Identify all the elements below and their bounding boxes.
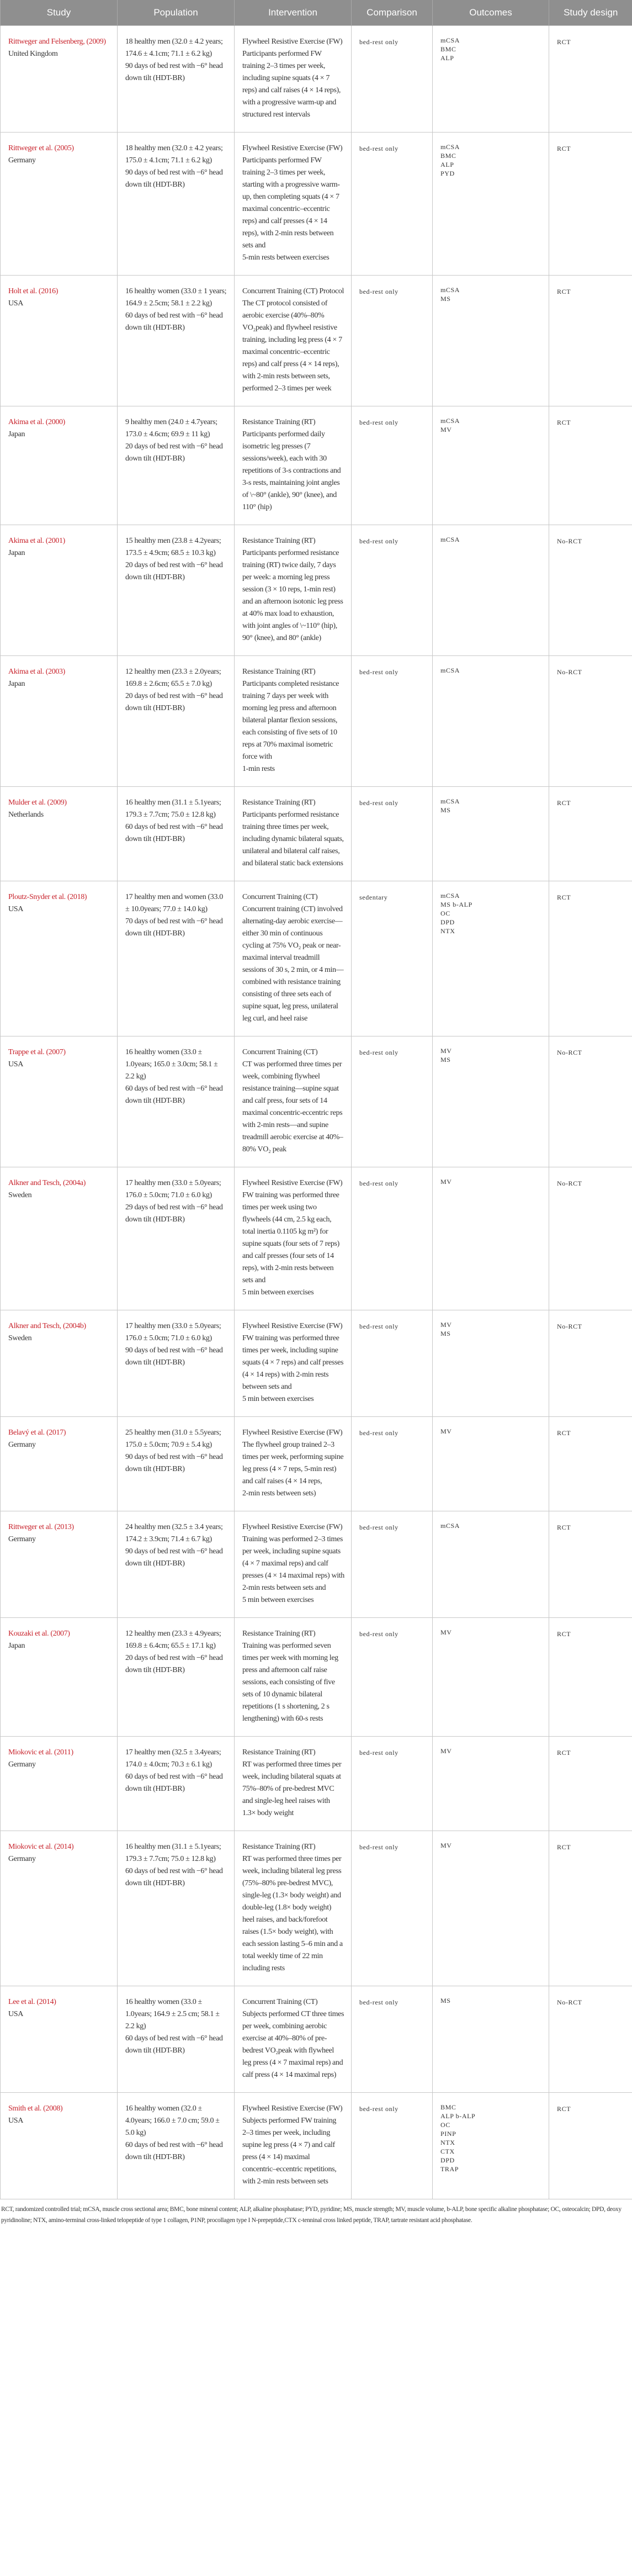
intervention-cell: [235, 1737, 352, 1831]
intervention-line: Concurrent Training (CT): [242, 1998, 318, 2006]
study-country: Sweden: [8, 1334, 32, 1342]
intervention-line: Resistance Training (RT): [242, 537, 316, 545]
outcomes-cell: [433, 1986, 549, 2093]
study-design-cell: RCT: [549, 2093, 632, 2199]
comparison-cell: bed-rest only: [352, 276, 433, 406]
study-cell: [1, 1036, 118, 1167]
intervention-line: Concurrent training (CT) involved alternating-day aerobic exercise—either 30 min of continuous cycling at 75% VO₂ peak or near-maximal interval treadmill sessions of 30 s, 2 min, or 4 min—combined with resistance training consisting of three sets each of supine squat, leg press, unilateral leg curl, and heel raise: [242, 905, 344, 1023]
study-citation-link[interactable]: Kouzaki et al. (2007): [8, 1630, 70, 1638]
table-row: [1, 276, 632, 406]
outcomes-cell: [433, 787, 549, 881]
comparison-cell: bed-rest only: [352, 2093, 433, 2199]
population-cell: [118, 406, 235, 525]
study-cell: [1, 26, 118, 133]
study-citation-link[interactable]: Akima et al. (2003): [8, 668, 65, 676]
header-outcomes: Outcomes: [433, 0, 549, 26]
outcome-item: MV: [440, 1178, 452, 1186]
outcome-item: mCSA: [440, 286, 460, 294]
study-country: Netherlands: [8, 811, 44, 819]
outcome-item: MS: [440, 1997, 451, 2004]
population-line: 20 days of bed rest with −6° head down tilt (HDT-BR): [125, 1654, 223, 1674]
header-comparison: Comparison: [352, 0, 433, 26]
intervention-line: Participants performed FW training 2–3 times per week, including supine squats (4 × 7 reps) and calf raises (4 × 14 reps), with a progressive warm-up and structured rest intervals: [242, 50, 341, 119]
outcomes-cell: [433, 26, 549, 133]
study-citation-link[interactable]: Ploutz-Snyder et al. (2018): [8, 893, 87, 901]
study-citation-link[interactable]: Alkner and Tesch, (2004a): [8, 1179, 86, 1187]
intervention-line: Participants performed resistance training three times per week, including dynamic bilateral squats, unilateral and bilateral calf raises, and bilateral static back extensions: [242, 811, 344, 868]
population-line: 24 healthy men (32.5 ± 3.4 years; 174.2 ± 3.9cm; 71.4 ± 6.7 kg): [125, 1523, 223, 1543]
outcome-item: MS b-ALP: [440, 901, 472, 908]
study-country: Japan: [8, 680, 25, 688]
outcomes-cell: [433, 656, 549, 787]
outcome-item: MV: [440, 1842, 452, 1849]
table-row: [1, 1417, 632, 1511]
study-design-cell: RCT: [549, 1831, 632, 1986]
outcome-item: ALP: [440, 54, 454, 62]
population-cell: [118, 1417, 235, 1511]
outcomes-cell: [433, 1036, 549, 1167]
population-cell: [118, 1737, 235, 1831]
population-line: 16 healthy women (33.0 ± 1.0years; 164.9 ± 2.5 cm; 58.1 ± 2.2 kg): [125, 1998, 220, 2030]
study-country: Germany: [8, 1855, 36, 1863]
study-citation-link[interactable]: Akima et al. (2000): [8, 418, 65, 426]
intervention-line: Subjects performed FW training 2–3 times per week, including supine leg press (4 × 7) and calf press (4 × 14) maximal concentric–eccentric repetitions, with 2-min rests between sets: [242, 2117, 337, 2186]
study-design-cell: RCT: [549, 26, 632, 133]
intervention-cell: [235, 1036, 352, 1167]
comparison-cell: bed-rest only: [352, 1310, 433, 1417]
population-line: 16 healthy women (33.0 ± 1.0years; 165.0 ± 3.0cm; 58.1 ± 2.2 kg): [125, 1048, 218, 1081]
population-line: 17 healthy men (33.0 ± 5.0years; 176.0 ± 5.0cm; 71.0 ± 6.0 kg): [125, 1179, 221, 1199]
table-row: [1, 656, 632, 787]
intervention-cell: [235, 1831, 352, 1986]
intervention-line: FW training was performed three times per week using two flywheels (44 cm, 2.5 kg each, total inertia 0.1105 kg m²) for supine squats (four sets of 7 reps) and calf presses (four sets of 14 reps), with 2-min rests between sets and: [242, 1191, 339, 1284]
table-row: [1, 787, 632, 881]
outcome-item: BMC: [440, 45, 456, 53]
population-line: 12 healthy men (23.3 ± 4.9years; 169.8 ± 6.4cm; 65.5 ± 17.1 kg): [125, 1630, 221, 1650]
header-study-design: Study design: [549, 0, 632, 26]
population-cell: [118, 656, 235, 787]
study-country: Japan: [8, 430, 25, 438]
study-citation-link[interactable]: Alkner and Tesch, (2004b): [8, 1322, 86, 1330]
outcomes-cell: [433, 1167, 549, 1310]
comparison-cell: bed-rest only: [352, 1986, 433, 2093]
comparison-cell: bed-rest only: [352, 406, 433, 525]
population-cell: [118, 525, 235, 656]
comparison-cell: bed-rest only: [352, 1737, 433, 1831]
population-line: 60 days of bed rest with −6° head down tilt (HDT-BR): [125, 1773, 223, 1793]
population-cell: [118, 787, 235, 881]
intervention-line: 5 min between exercises: [242, 1395, 314, 1403]
intervention-line: Flywheel Resistive Exercise (FW): [242, 1179, 343, 1187]
population-cell: [118, 133, 235, 276]
outcome-item: BMC: [440, 2103, 456, 2111]
table-row: [1, 1167, 632, 1310]
population-line: 16 healthy women (33.0 ± 1 years; 164.9 ± 2.5cm; 58.1 ± 2.2 kg): [125, 287, 227, 308]
study-design-cell: RCT: [549, 1417, 632, 1511]
population-cell: [118, 1831, 235, 1986]
intervention-line: Resistance Training (RT): [242, 798, 316, 807]
outcome-item: MV: [440, 426, 452, 433]
population-line: 90 days of bed rest with −6° head down tilt (HDT-BR): [125, 1453, 223, 1473]
intervention-cell: [235, 787, 352, 881]
outcomes-cell: [433, 1417, 549, 1511]
population-line: 60 days of bed rest with −6° head down tilt (HDT-BR): [125, 2141, 223, 2161]
population-line: 20 days of bed rest with −6° head down tilt (HDT-BR): [125, 561, 223, 581]
intervention-line: Concurrent Training (CT): [242, 1048, 318, 1056]
intervention-cell: [235, 2093, 352, 2199]
study-cell: [1, 1167, 118, 1310]
population-cell: [118, 1986, 235, 2093]
outcome-item: MV: [440, 1047, 452, 1055]
comparison-cell: bed-rest only: [352, 1831, 433, 1986]
intervention-line: Flywheel Resistive Exercise (FW): [242, 38, 343, 46]
population-line: 90 days of bed rest with −6° head down tilt (HDT-BR): [125, 1547, 223, 1568]
study-design-cell: No-RCT: [549, 1310, 632, 1417]
outcome-item: MS: [440, 806, 451, 814]
study-country: Germany: [8, 156, 36, 165]
table-row: [1, 1737, 632, 1831]
outcomes-cell: [433, 133, 549, 276]
population-line: 29 days of bed rest with −6° head down tilt (HDT-BR): [125, 1203, 223, 1224]
study-cell: [1, 525, 118, 656]
study-citation-link[interactable]: Lee et al. (2014): [8, 1998, 56, 2006]
intervention-line: Flywheel Resistive Exercise (FW): [242, 1322, 343, 1330]
population-cell: [118, 1036, 235, 1167]
outcome-item: CTX: [440, 2147, 455, 2155]
outcomes-cell: [433, 1618, 549, 1737]
population-cell: [118, 26, 235, 133]
intervention-cell: [235, 656, 352, 787]
intervention-line: 2-min rests between sets): [242, 1489, 316, 1498]
population-line: 18 healthy men (32.0 ± 4.2 years; 175.0 ± 4.1cm; 71.1 ± 6.2 kg): [125, 144, 223, 165]
study-cell: [1, 1310, 118, 1417]
population-line: 15 healthy men (23.8 ± 4.2years; 173.5 ± 4.9cm; 68.5 ± 10.3 kg): [125, 537, 221, 557]
outcome-item: NTX: [440, 927, 455, 935]
intervention-cell: [235, 1417, 352, 1511]
population-cell: [118, 2093, 235, 2199]
intervention-cell: [235, 1618, 352, 1737]
population-cell: [118, 276, 235, 406]
comparison-cell: bed-rest only: [352, 1417, 433, 1511]
study-design-cell: RCT: [549, 276, 632, 406]
population-line: 60 days of bed rest with −6° head down tilt (HDT-BR): [125, 823, 223, 843]
study-design-cell: RCT: [549, 787, 632, 881]
intervention-line: Concurrent Training (CT): [242, 893, 318, 901]
table-row: [1, 1511, 632, 1618]
outcomes-cell: [433, 525, 549, 656]
header-intervention: Intervention: [235, 0, 352, 26]
study-cell: [1, 787, 118, 881]
study-citation-link[interactable]: Rittweger et al. (2005): [8, 144, 74, 152]
outcomes-cell: [433, 276, 549, 406]
header-population: Population: [118, 0, 235, 26]
population-line: 60 days of bed rest with −6° head down tilt (HDT-BR): [125, 1085, 223, 1105]
study-cell: [1, 2093, 118, 2199]
intervention-cell: [235, 133, 352, 276]
intervention-line: Participants performed daily isometric leg presses (7 sessions/week), each with 30 repetitions of 3-s contractions and 3-s rests, maintaining joint angles of \~80° (ankle), 90° (knee), and 110° (hip): [242, 430, 341, 511]
intervention-cell: [235, 525, 352, 656]
outcome-item: mCSA: [440, 667, 460, 674]
study-design-cell: No-RCT: [549, 1036, 632, 1167]
population-cell: [118, 1511, 235, 1618]
intervention-line: FW training was performed three times per week, including supine squats (4 × 7 reps) and calf presses (4 × 14 reps) with 2-min rests between sets and: [242, 1334, 344, 1391]
table-row: [1, 26, 632, 133]
study-citation-link[interactable]: Miokovic et al. (2011): [8, 1748, 73, 1757]
study-citation-link[interactable]: Mulder et al. (2009): [8, 798, 67, 807]
outcomes-cell: [433, 1831, 549, 1986]
intervention-cell: [235, 276, 352, 406]
population-line: 70 days of bed rest with −6° head down tilt (HDT-BR): [125, 917, 223, 938]
outcome-item: BMC: [440, 152, 456, 160]
table-header-row: [1, 0, 632, 26]
outcome-item: mCSA: [440, 1522, 460, 1530]
outcome-item: mCSA: [440, 536, 460, 543]
study-citation-link[interactable]: Holt et al. (2016): [8, 287, 59, 295]
outcome-item: MS: [440, 295, 451, 303]
comparison-cell: bed-rest only: [352, 1036, 433, 1167]
population-line: 90 days of bed rest with −6° head down tilt (HDT-BR): [125, 1346, 223, 1367]
intervention-line: Resistance Training (RT): [242, 1630, 316, 1638]
comparison-cell: bed-rest only: [352, 1618, 433, 1737]
population-line: 17 healthy men (33.0 ± 5.0years; 176.0 ± 5.0cm; 71.0 ± 6.0 kg): [125, 1322, 221, 1342]
intervention-cell: [235, 406, 352, 525]
comparison-cell: sedentary: [352, 881, 433, 1036]
study-design-cell: No-RCT: [549, 1986, 632, 2093]
population-cell: [118, 881, 235, 1036]
outcome-item: PYD: [440, 170, 455, 177]
population-line: 60 days of bed rest with −6° head down tilt (HDT-BR): [125, 2034, 223, 2055]
outcomes-cell: [433, 406, 549, 525]
study-country: United Kingdom: [8, 50, 58, 58]
table-row: [1, 525, 632, 656]
study-citation-link[interactable]: Miokovic et al. (2014): [8, 1843, 74, 1851]
intervention-line: Subjects performed CT three times per week, combining aerobic exercise at 40%–80% of pre-bedrest VO₂peak with flywheel leg press (4 × 7 maximal reps) and calf press (4 × 14 maximal reps): [242, 2010, 344, 2079]
outcome-item: mCSA: [440, 797, 460, 805]
outcome-item: mCSA: [440, 892, 460, 900]
intervention-line: CT was performed three times per week, combining flywheel resistance training—supine squat and calf press, four sets of 14 maximal concentric-eccentric reps with 2-min rests—and supine treadmill aerobic exercise at 40%–80% VO₂ peak: [242, 1060, 343, 1154]
intervention-line: Participants performed FW training 2–3 times per week, starting with a progressive warm-up, then completing squats (4 × 7 maximal concentric–eccentric reps) and calf presses (4 × 14 reps), with 2-min rests between sets and: [242, 156, 340, 250]
study-cell: [1, 1417, 118, 1511]
intervention-line: Resistance Training (RT): [242, 668, 316, 676]
table-footnote: RCT, randomized controlled trial; mCSA, muscle cross sectional area; BMC, bone mineral content; ALP, alkaline phosphatase; PYD, pyridine; MS, muscle strength; MV, muscle volume, b-ALP, bone specific alkaline phosphatase; OC, osteocalcin; DPD, deoxy pyridinoline; NTX, amino-terminal cross-linked telopeptide of type 1 collagen, P1NP, procollagen type I N-prepeptide,CTX c-tenninal cross linked peptide, TRAP, tartrate resistant acid phosphatase.: [1, 2206, 622, 2224]
study-cell: [1, 276, 118, 406]
intervention-line: RT was performed three times per week, including bilateral leg press (75%–80% pre-bedrest MVC), single-leg (1.3× body weight) and double-leg (1.8× body weight) heel raises, and back/forefoot raises (1.5× body weight), with each session lasting 5–6 min and a total weekly time of 22 min including rests: [242, 1855, 343, 1972]
outcomes-cell: [433, 1737, 549, 1831]
study-country: Germany: [8, 1760, 36, 1769]
study-cell: [1, 1986, 118, 2093]
study-country: Germany: [8, 1535, 36, 1543]
population-line: 18 healthy men (32.0 ± 4.2 years; 174.6 ± 4.1cm; 71.1 ± 6.2 kg): [125, 38, 223, 58]
intervention-line: Resistance Training (RT): [242, 1748, 316, 1757]
study-citation-link[interactable]: Akima et al. (2001): [8, 537, 65, 545]
study-citation-link[interactable]: Rittweger and Felsenberg, (2009): [8, 38, 106, 46]
study-cell: [1, 133, 118, 276]
outcome-item: ALP: [440, 161, 454, 168]
population-line: 12 healthy men (23.3 ± 2.0years; 169.8 ± 2.6cm; 65.5 ± 7.0 kg): [125, 668, 221, 688]
intervention-line: Flywheel Resistive Exercise (FW): [242, 1523, 343, 1531]
study-country: Sweden: [8, 1191, 32, 1199]
intervention-line: Resistance Training (RT): [242, 418, 316, 426]
intervention-cell: [235, 1986, 352, 2093]
table-row: [1, 1618, 632, 1737]
study-design-cell: No-RCT: [549, 1167, 632, 1310]
intervention-cell: [235, 1167, 352, 1310]
population-line: 90 days of bed rest with −6° head down tilt (HDT-BR): [125, 168, 223, 189]
study-cell: [1, 1831, 118, 1986]
intervention-line: 5 min between exercises: [242, 1288, 314, 1297]
outcome-item: MV: [440, 1321, 452, 1329]
outcome-item: ALP b-ALP: [440, 2112, 476, 2120]
intervention-line: The flywheel group trained 2–3 times per week, performing supine leg press (4 × 7 reps, 5-min rest) and calf raises (4 × 14 reps,: [242, 1441, 344, 1485]
study-design-cell: No-RCT: [549, 656, 632, 787]
table-row: [1, 1036, 632, 1167]
study-country: Japan: [8, 1642, 25, 1650]
study-country: USA: [8, 2117, 23, 2125]
intervention-line: 1-min rests: [242, 765, 275, 773]
outcome-item: mCSA: [440, 36, 460, 44]
study-cell: [1, 656, 118, 787]
population-line: 90 days of bed rest with −6° head down tilt (HDT-BR): [125, 62, 223, 82]
intervention-line: RT was performed three times per week, including bilateral squats at 75%–80% of pre-bedrest MVC and single-leg heel raises with 1.3× body weight: [242, 1760, 342, 1817]
population-line: 17 healthy men (32.5 ± 3.4years; 174.0 ± 4.0cm; 70.3 ± 6.1 kg): [125, 1748, 221, 1769]
outcome-item: OC: [440, 909, 450, 917]
intervention-line: Participants performed resistance training (RT) twice daily, 7 days per week: a morning leg press session (3 × 10 reps, 1-min rest) and an afternoon isotonic leg press at 40% max load to exhaustion, with joint angles of \~110° (hip), 90° (knee), and 80° (ankle): [242, 549, 343, 642]
population-line: 25 healthy men (31.0 ± 5.5years; 175.0 ± 5.0cm; 70.9 ± 5.4 kg): [125, 1429, 221, 1449]
intervention-line: Flywheel Resistive Exercise (FW): [242, 1429, 343, 1437]
comparison-cell: bed-rest only: [352, 525, 433, 656]
population-line: 20 days of bed rest with −6° head down tilt (HDT-BR): [125, 692, 223, 712]
study-country: USA: [8, 2010, 23, 2018]
outcome-item: TRAP: [440, 2165, 459, 2173]
comparison-cell: bed-rest only: [352, 656, 433, 787]
study-citation-link[interactable]: Belavý et al. (2017): [8, 1429, 66, 1437]
population-line: 60 days of bed rest with −6° head down tilt (HDT-BR): [125, 311, 223, 332]
comparison-cell: bed-rest only: [352, 26, 433, 133]
study-design-cell: RCT: [549, 406, 632, 525]
table-row: [1, 881, 632, 1036]
study-design-cell: RCT: [549, 1737, 632, 1831]
study-country: USA: [8, 299, 23, 308]
population-cell: [118, 1618, 235, 1737]
study-country: Germany: [8, 1441, 36, 1449]
table-row: [1, 133, 632, 276]
outcomes-cell: [433, 1511, 549, 1618]
intervention-line: Participants completed resistance training 7 days per week with morning leg press and afternoon bilateral plantar flexion sessions, each consisting of five sets of 10 reps at 70% maximal isometric force with: [242, 680, 339, 761]
intervention-line: Flywheel Resistive Exercise (FW): [242, 2104, 343, 2113]
population-cell: [118, 1310, 235, 1417]
study-cell: [1, 1511, 118, 1618]
population-line: 20 days of bed rest with −6° head down tilt (HDT-BR): [125, 442, 223, 463]
population-line: 16 healthy men (31.1 ± 5.1years; 179.3 ± 7.7cm; 75.0 ± 12.8 kg): [125, 798, 221, 819]
intervention-line: 5 min between exercises: [242, 1596, 314, 1604]
comparison-cell: bed-rest only: [352, 787, 433, 881]
outcome-item: MS: [440, 1330, 451, 1337]
outcome-item: PINP: [440, 2130, 456, 2138]
study-citation-link[interactable]: Trappe et al. (2007): [8, 1048, 66, 1056]
study-design-cell: RCT: [549, 1511, 632, 1618]
study-country: USA: [8, 905, 23, 913]
study-design-cell: RCT: [549, 133, 632, 276]
intervention-cell: [235, 1310, 352, 1417]
outcome-item: MV: [440, 1427, 452, 1435]
outcome-item: mCSA: [440, 417, 460, 425]
study-cell: [1, 406, 118, 525]
table-row: [1, 2093, 632, 2199]
study-country: Japan: [8, 549, 25, 557]
intervention-line: Flywheel Resistive Exercise (FW): [242, 144, 343, 152]
intervention-cell: [235, 26, 352, 133]
intervention-line: Concurrent Training (CT) Protocol: [242, 287, 344, 295]
outcome-item: DPD: [440, 2156, 455, 2164]
study-cell: [1, 1737, 118, 1831]
study-design-cell: No-RCT: [549, 525, 632, 656]
intervention-line: Training was performed 2–3 times per week, including supine squats (4 × 7 maximal reps) and calf presses (4 × 14 maximal reps) with 2-min rests between sets and: [242, 1535, 344, 1592]
study-country: USA: [8, 1060, 23, 1069]
intervention-line: Resistance Training (RT): [242, 1843, 316, 1851]
outcome-item: DPD: [440, 918, 455, 926]
outcome-item: OC: [440, 2121, 450, 2129]
outcomes-cell: [433, 2093, 549, 2199]
outcome-item: MV: [440, 1628, 452, 1636]
table-row: [1, 1310, 632, 1417]
table-row: [1, 1986, 632, 2093]
population-line: 16 healthy women (32.0 ± 4.0years; 166.0 ± 7.0 cm; 59.0 ± 5.0 kg): [125, 2104, 220, 2137]
population-cell: [118, 1167, 235, 1310]
outcome-item: MV: [440, 1747, 452, 1755]
population-line: 17 healthy men and women (33.0 ± 10.0years; 77.0 ± 14.0 kg): [125, 893, 223, 913]
study-cell: [1, 881, 118, 1036]
intervention-line: The CT protocol consisted of aerobic exercise (40%–80% VO₂peak) and flywheel resistive training, including leg press (4 × 7 maximal concentric–eccentric reps) and calf press (4 × 14 reps), with 2-min rests between sets, performed 2–3 times per week: [242, 299, 342, 393]
outcomes-cell: [433, 1310, 549, 1417]
population-line: 60 days of bed rest with −6° head down tilt (HDT-BR): [125, 1867, 223, 1887]
study-design-cell: RCT: [549, 881, 632, 1036]
outcome-item: NTX: [440, 2139, 455, 2146]
outcome-item: MS: [440, 1056, 451, 1064]
population-line: 9 healthy men (24.0 ± 4.7years; 173.0 ± 4.6cm; 69.9 ± 11 kg): [125, 418, 217, 438]
intervention-cell: [235, 881, 352, 1036]
comparison-cell: bed-rest only: [352, 1167, 433, 1310]
intervention-cell: [235, 1511, 352, 1618]
study-citation-link[interactable]: Rittweger et al. (2013): [8, 1523, 74, 1531]
study-design-cell: RCT: [549, 1618, 632, 1737]
comparison-cell: bed-rest only: [352, 1511, 433, 1618]
header-study: Study: [1, 0, 118, 26]
outcomes-cell: [433, 881, 549, 1036]
outcome-item: mCSA: [440, 143, 460, 151]
table-row: [1, 1831, 632, 1986]
comparison-cell: bed-rest only: [352, 133, 433, 276]
intervention-line: 5-min rests between exercises: [242, 253, 330, 262]
study-citation-link[interactable]: Smith et al. (2008): [8, 2104, 63, 2113]
table-row: [1, 406, 632, 525]
intervention-line: Training was performed seven times per week with morning leg press and afternoon calf raise sessions, each consisting of five sets of 10 dynamic bilateral repetitions (1 s shortening, 2 s lengthening) with 60-s rests: [242, 1642, 338, 1723]
population-line: 16 healthy men (31.1 ± 5.1years; 179.3 ± 7.7cm; 75.0 ± 12.8 kg): [125, 1843, 221, 1863]
study-cell: [1, 1618, 118, 1737]
